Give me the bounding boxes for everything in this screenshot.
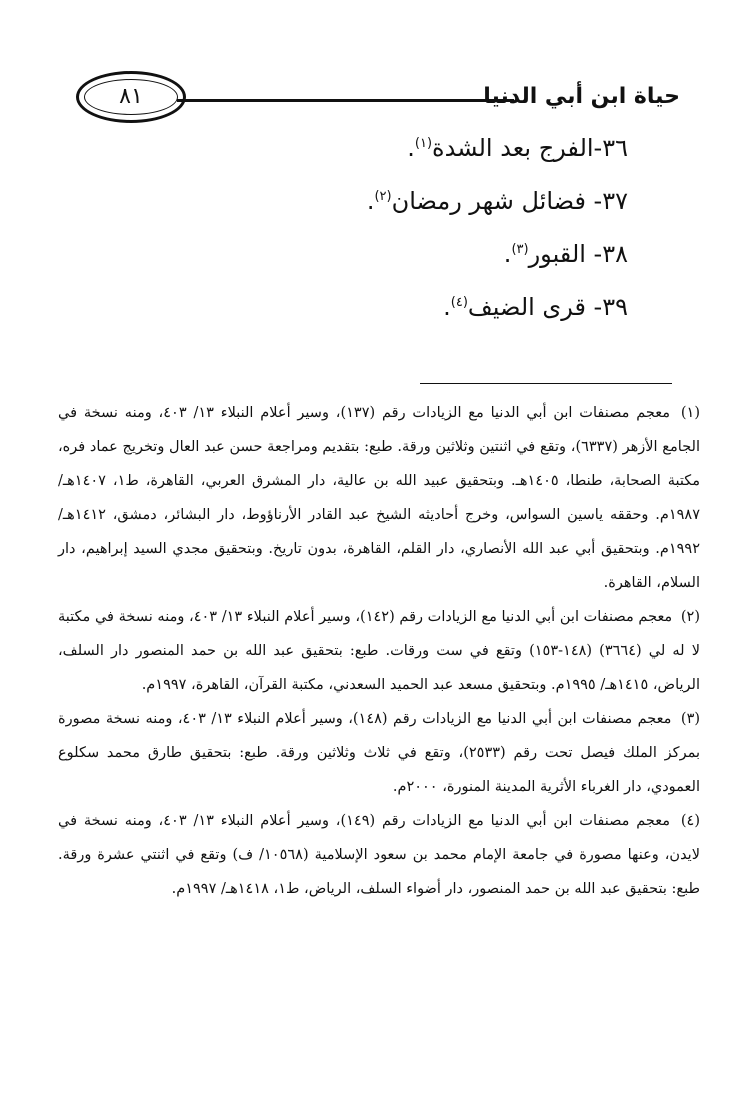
list-item-end: . <box>407 134 415 162</box>
footnote-text: معجم مصنفات ابن أبي الدنيا مع الزيادات رقم (١٤٢)، وسير أعلام النبلاء ١٣/ ٤٠٣، ومنه نسخة في مكتبة لا له لي (٣٦٦٤) (١٤٨-١٥٣) وتقع في ست ورقات. طبع: بتحقيق عبد الله بن حمد المنصور دار السلف، الرياض، ١٤١٥هـ/ ١٩٩٥م. وبتحقيق مسعد عبد الحميد السعدني، مكتبة القرآن، القاهرة، ١٩٩٧م. <box>58 609 700 693</box>
header-rule <box>177 99 514 102</box>
footnote-ref[interactable]: (٤) <box>450 295 468 310</box>
list-item-text: ٣٧- فضائل شهر رمضان <box>391 187 628 215</box>
footnote-number: (١) <box>680 405 701 421</box>
footnote-ref[interactable]: (١) <box>414 136 433 151</box>
book-list <box>128 128 628 340</box>
page-number-frame <box>76 71 186 123</box>
page-number: ٨١ <box>119 84 143 109</box>
footnote-separator <box>420 383 672 384</box>
footnote-number: (٣) <box>680 711 701 727</box>
footnote-ref[interactable]: (٢) <box>374 189 392 204</box>
footnote <box>58 804 700 906</box>
list-item-text: ٣٦-الفرج بعد الشدة <box>432 134 628 162</box>
footnote <box>58 600 700 702</box>
page-header <box>72 66 684 136</box>
list-item-text: ٣٨- القبور <box>528 240 628 268</box>
list-item-end: . <box>503 240 512 268</box>
footnotes <box>58 396 700 906</box>
list-item <box>128 128 628 181</box>
footnote-text: معجم مصنفات ابن أبي الدنيا مع الزيادات رقم (١٤٩)، وسير أعلام النبلاء ١٣/ ٤٠٣، ومنه نسخة في لايدن، وعنها مصورة في جامعة الإمام محمد بن سعود الإسلامية (١٠٥٦٨/ ف) وتقع في اثنتي عشرة ورقة. طبع: بتحقيق عبد الله بن حمد المنصور، دار أضواء السلف، الرياض، ط١، ١٤١٨هـ/ ١٩٩٧م. <box>58 813 700 897</box>
footnote-text: معجم مصنفات ابن أبي الدنيا مع الزيادات رقم (١٤٨)، وسير أعلام النبلاء ١٣/ ٤٠٣، ومنه نسخة مصورة بمركز الملك فيصل تحت رقم (٢٥٣٣)، وتقع في ثلاث وثلاثين ورقة. طبع: بتحقيق طارق محمد سكلوع العمودي، دار الغرباء الأثرية المدينة المنورة، ٢٠٠٠م. <box>58 711 700 795</box>
footnote <box>58 396 700 600</box>
list-item-end: . <box>366 187 375 215</box>
footnote-ref[interactable]: (٣) <box>511 242 529 257</box>
list-item-end: . <box>443 293 451 321</box>
list-item <box>128 234 628 287</box>
footnote-number: (٤) <box>680 813 701 829</box>
footnote-number: (٢) <box>680 609 701 625</box>
running-title: حياة ابن أبي الدنيا <box>483 84 680 109</box>
list-item-text: ٣٩- قرى الضيف <box>467 293 628 321</box>
footnote-text: معجم مصنفات ابن أبي الدنيا مع الزيادات رقم (١٣٧)، وسير أعلام النبلاء ١٣/ ٤٠٣، ومنه نسخة في الجامع الأزهر (٦٣٣٧)، وتقع في اثنتين وثلاثين ورقة. طبع: بتقديم ومراجعة حسن عبد العال وتخريج عماد فره، مكتبة الصحابة، طنطا، ١٤٠٥هـ. وبتحقيق عبيد الله بن عالية، دار المشرق العربي، القاهرة، ط١، ١٤٠٧هـ/ ١٩٨٧م. وحققه ياسين السواس، وخرج أحاديثه الشيخ عبد القادر الأرناؤوط، دار البشائر، دمشق، ١٤١٢هـ/ ١٩٩٢م. وبتحقيق أبي عبد الله الأنصاري، دار القلم، القاهرة، بدون تاريخ. وبتحقيق مجدي السيد إبراهيم، دار السلام، القاهرة. <box>58 405 701 591</box>
list-item <box>128 181 628 234</box>
list-item <box>128 287 628 340</box>
footnote <box>58 702 700 804</box>
